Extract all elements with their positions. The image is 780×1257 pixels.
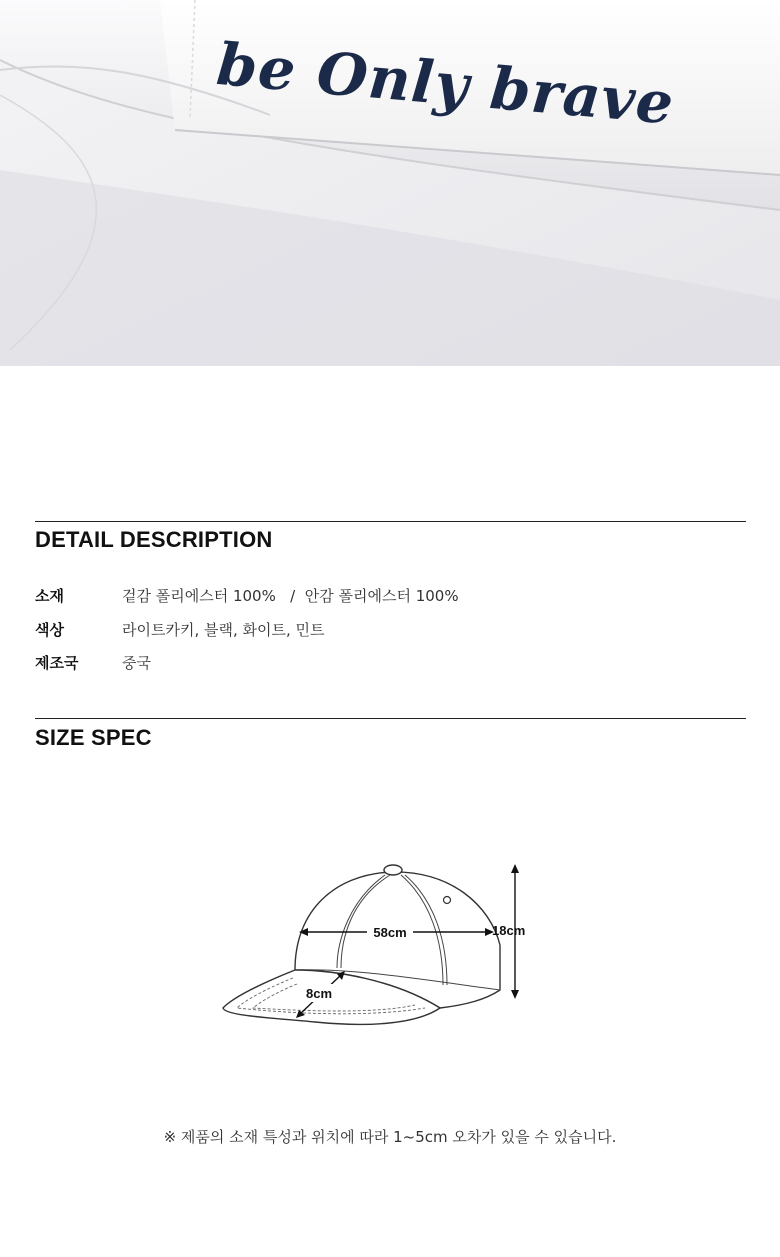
size-top-rule [35,718,746,719]
brim-label: 8cm [305,986,333,1001]
size-disclaimer-note: ※ 제품의 소재 특성과 위치에 따라 1~5cm 오차가 있을 수 있습니다. [163,1128,617,1146]
spec-label: 색상 [35,621,64,639]
size-heading: SIZE SPEC [35,725,152,750]
detail-top-rule [35,521,746,522]
embroidery-text: be Only brave [214,30,677,138]
spec-value: 겉감 폴리에스터 100% / 안감 폴리에스터 100% [122,587,459,605]
cap-size-diagram [215,850,545,1030]
spec-label: 제조국 [35,654,79,672]
spec-value: 라이트카키, 블랙, 화이트, 민트 [122,621,325,639]
spec-value: 중국 [122,654,151,672]
height-label: 18cm [492,923,526,938]
spec-label: 소재 [35,587,64,605]
product-photo [0,0,780,366]
circumference-label: 58cm [373,925,407,940]
detail-heading: DETAIL DESCRIPTION [35,527,273,552]
